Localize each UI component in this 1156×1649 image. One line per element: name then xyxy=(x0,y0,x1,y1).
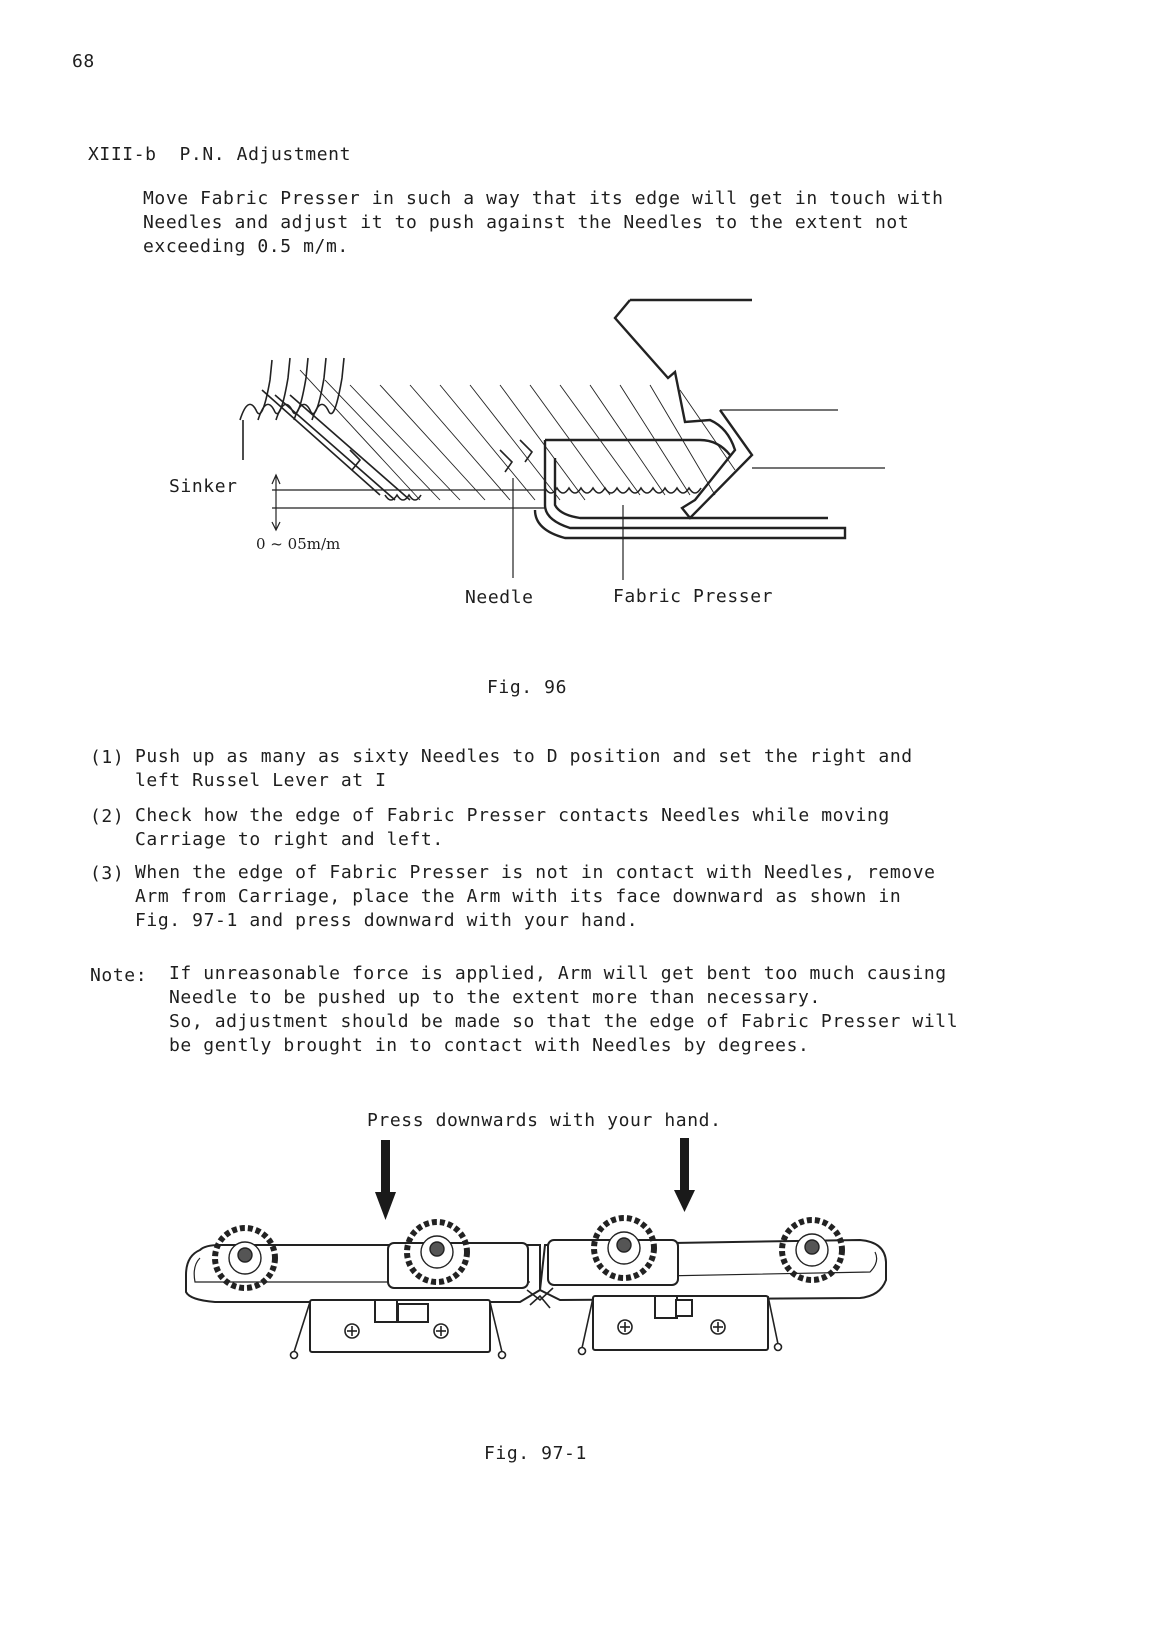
note-line: Needle to be pushed up to the extent more than necessary. xyxy=(169,987,821,1008)
step-number: (3) xyxy=(90,863,125,884)
note-line: So, adjustment should be made so that the edge of Fabric Presser will xyxy=(169,1011,959,1032)
press-instruction: Press downwards with your hand. xyxy=(367,1110,722,1131)
step-line: Fig. 97-1 and press downward with your hand. xyxy=(135,910,639,931)
section-title: XIII-b P.N. Adjustment xyxy=(88,144,352,165)
step-line: Push up as many as sixty Needles to D position and set the right and xyxy=(135,746,913,767)
step-line: Arm from Carriage, place the Arm with its face downward as shown in xyxy=(135,886,902,907)
step-number: (2) xyxy=(90,806,125,827)
fabric-presser-label: Fabric Presser xyxy=(613,586,774,607)
step-number: (1) xyxy=(90,747,125,768)
note-line: be gently brought in to contact with Needles by degrees. xyxy=(169,1035,810,1056)
fig-97-caption: Fig. 97-1 xyxy=(484,1443,587,1464)
gap-label: 0 ~ 05m/m xyxy=(256,535,341,553)
intro-line: Move Fabric Presser in such a way that its edge will get in touch with xyxy=(143,188,944,209)
step-line: left Russel Lever at I xyxy=(135,770,387,791)
down-arrow-icon xyxy=(375,1140,396,1220)
down-arrow-icon xyxy=(674,1138,695,1212)
step-line: Check how the edge of Fabric Presser contacts Needles while moving xyxy=(135,805,890,826)
sinker-label: Sinker xyxy=(169,476,238,497)
step-line: Carriage to right and left. xyxy=(135,829,444,850)
note-label: Note: xyxy=(90,965,148,986)
intro-line: exceeding 0.5 m/m. xyxy=(143,236,349,257)
fig-96-caption: Fig. 96 xyxy=(487,677,568,698)
intro-line: Needles and adjust it to push against the Needles to the extent not xyxy=(143,212,910,233)
page-number: 68 xyxy=(72,51,95,72)
needle-label: Needle xyxy=(465,587,534,608)
step-line: When the edge of Fabric Presser is not in contact with Needles, remove xyxy=(135,862,936,883)
note-line: If unreasonable force is applied, Arm will get bent too much causing xyxy=(169,963,947,984)
